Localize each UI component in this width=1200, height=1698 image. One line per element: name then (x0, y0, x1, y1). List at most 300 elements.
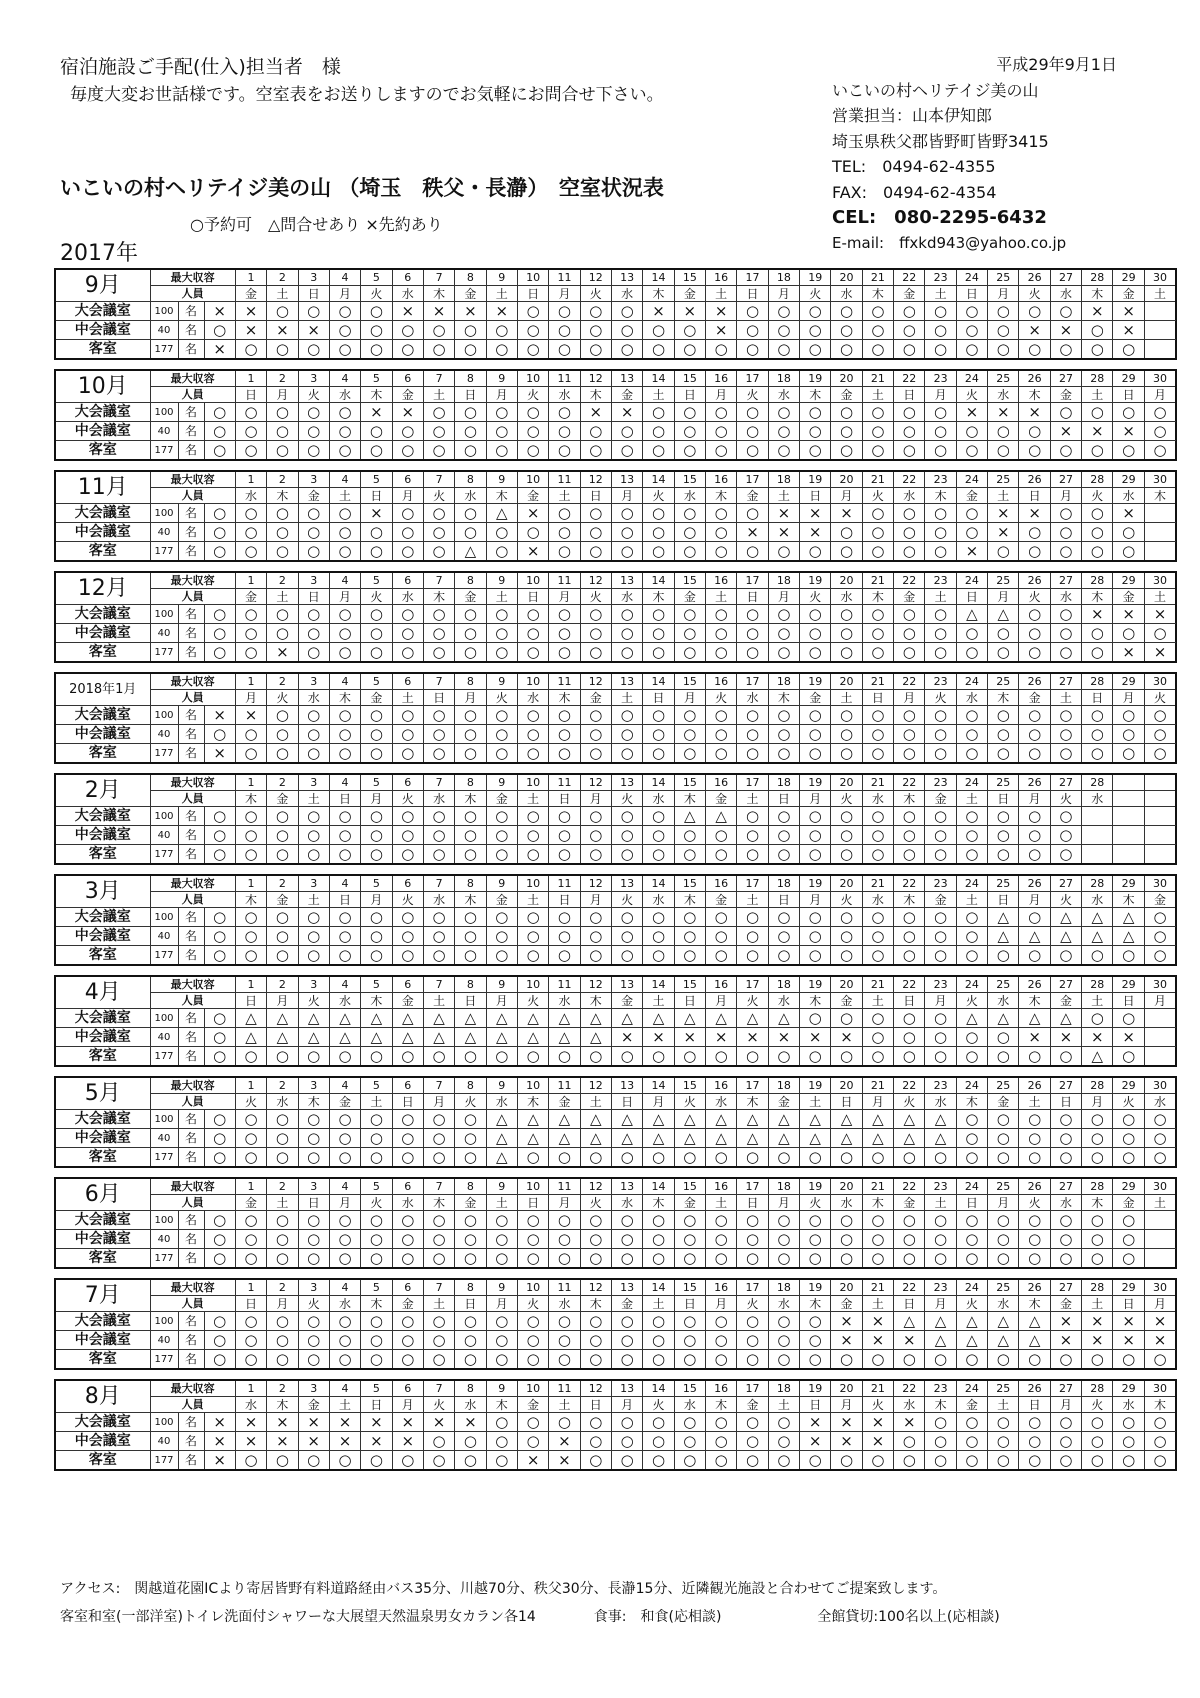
availability-cell[interactable]: ○ (1019, 624, 1050, 643)
availability-cell[interactable]: ○ (611, 504, 642, 523)
availability-cell[interactable]: × (831, 1028, 862, 1047)
availability-cell[interactable]: ○ (925, 1028, 956, 1047)
availability-cell[interactable]: ○ (674, 946, 705, 966)
availability-cell[interactable]: ○ (580, 1331, 611, 1350)
availability-cell[interactable]: ○ (235, 946, 266, 966)
availability-cell[interactable]: ○ (361, 1350, 392, 1370)
availability-cell[interactable]: ○ (329, 643, 360, 663)
availability-cell[interactable]: ○ (1144, 946, 1175, 966)
availability-cell[interactable]: ○ (643, 1230, 674, 1249)
availability-cell[interactable]: × (894, 1413, 925, 1432)
availability-cell[interactable]: ○ (361, 1451, 392, 1471)
availability-cell[interactable]: ○ (298, 1312, 329, 1331)
availability-cell[interactable]: × (706, 1028, 737, 1047)
availability-cell[interactable]: ○ (235, 807, 266, 826)
availability-cell[interactable]: ○ (956, 845, 987, 865)
availability-cell[interactable]: ○ (1144, 1350, 1175, 1370)
availability-cell[interactable]: ○ (580, 826, 611, 845)
availability-cell[interactable]: ○ (800, 624, 831, 643)
availability-cell[interactable]: ○ (267, 706, 298, 725)
availability-cell[interactable]: ○ (925, 340, 956, 360)
availability-cell[interactable]: △ (800, 1110, 831, 1129)
availability-cell[interactable]: △ (455, 1009, 486, 1028)
availability-cell[interactable]: ○ (517, 706, 548, 725)
availability-cell[interactable]: ○ (831, 1047, 862, 1067)
availability-cell[interactable]: ○ (329, 908, 360, 927)
availability-cell[interactable]: ○ (298, 1350, 329, 1370)
availability-cell[interactable]: ○ (643, 1047, 674, 1067)
availability-cell[interactable]: × (1082, 422, 1113, 441)
availability-cell[interactable]: ○ (1019, 542, 1050, 562)
availability-cell[interactable]: ○ (894, 1148, 925, 1168)
availability-cell[interactable]: △ (988, 1009, 1019, 1028)
availability-cell[interactable]: ○ (768, 725, 799, 744)
availability-cell[interactable]: ○ (831, 1451, 862, 1471)
availability-cell[interactable]: ○ (1019, 605, 1050, 624)
availability-cell[interactable]: × (329, 1432, 360, 1451)
availability-cell[interactable]: ○ (580, 744, 611, 764)
availability-cell[interactable]: ○ (455, 706, 486, 725)
availability-cell[interactable]: ○ (1019, 643, 1050, 663)
availability-cell[interactable]: ○ (455, 1230, 486, 1249)
availability-cell[interactable]: ○ (988, 807, 1019, 826)
availability-cell[interactable]: ○ (298, 523, 329, 542)
availability-cell[interactable]: ○ (580, 1350, 611, 1370)
availability-cell[interactable]: × (862, 1432, 893, 1451)
availability-cell[interactable]: ○ (956, 744, 987, 764)
availability-cell[interactable]: ○ (737, 908, 768, 927)
availability-cell[interactable]: ○ (706, 1350, 737, 1370)
availability-cell[interactable]: ○ (361, 302, 392, 321)
availability-cell[interactable]: × (988, 403, 1019, 422)
availability-cell[interactable]: ○ (361, 946, 392, 966)
availability-cell[interactable]: ○ (517, 321, 548, 340)
availability-cell[interactable]: ○ (894, 807, 925, 826)
availability-cell[interactable]: ○ (329, 422, 360, 441)
availability-cell[interactable]: △ (486, 504, 517, 523)
availability-cell[interactable]: ○ (988, 1028, 1019, 1047)
availability-cell[interactable]: ○ (611, 1350, 642, 1370)
availability-cell[interactable]: ○ (1113, 744, 1144, 764)
availability-cell[interactable]: ○ (894, 504, 925, 523)
availability-cell[interactable]: ○ (298, 744, 329, 764)
availability-cell[interactable]: ○ (737, 1350, 768, 1370)
availability-cell[interactable]: ○ (235, 1230, 266, 1249)
availability-cell[interactable]: ○ (361, 826, 392, 845)
availability-cell[interactable]: ○ (549, 1148, 580, 1168)
availability-cell[interactable]: ○ (329, 302, 360, 321)
availability-cell[interactable]: ○ (517, 302, 548, 321)
availability-cell[interactable]: ○ (768, 624, 799, 643)
availability-cell[interactable]: ○ (894, 1047, 925, 1067)
availability-cell[interactable]: ○ (486, 403, 517, 422)
availability-cell[interactable]: × (392, 1432, 423, 1451)
availability-cell[interactable]: ○ (486, 1047, 517, 1067)
availability-cell[interactable]: ○ (706, 744, 737, 764)
availability-cell[interactable]: ○ (267, 927, 298, 946)
availability-cell[interactable]: ○ (580, 1047, 611, 1067)
availability-cell[interactable]: ○ (1019, 1230, 1050, 1249)
availability-cell[interactable]: ○ (298, 1331, 329, 1350)
availability-cell[interactable]: △ (925, 1110, 956, 1129)
availability-cell[interactable]: △ (611, 1009, 642, 1028)
availability-cell[interactable]: × (831, 1432, 862, 1451)
availability-cell[interactable]: ○ (549, 1331, 580, 1350)
availability-cell[interactable]: ○ (423, 1432, 454, 1451)
availability-cell[interactable]: ○ (643, 845, 674, 865)
availability-cell[interactable]: ○ (423, 927, 454, 946)
availability-cell[interactable]: ○ (423, 504, 454, 523)
availability-cell[interactable]: ○ (455, 1211, 486, 1230)
availability-cell[interactable]: ○ (862, 1350, 893, 1370)
availability-cell[interactable]: △ (1019, 1331, 1050, 1350)
availability-cell[interactable]: ○ (800, 1331, 831, 1350)
availability-cell[interactable]: ○ (455, 403, 486, 422)
availability-cell[interactable]: ○ (956, 1110, 987, 1129)
availability-cell[interactable]: ○ (517, 1047, 548, 1067)
availability-cell[interactable]: ○ (580, 946, 611, 966)
availability-cell[interactable]: ○ (204, 1249, 235, 1269)
availability-cell[interactable]: ○ (1019, 1350, 1050, 1370)
availability-cell[interactable]: ○ (1144, 422, 1175, 441)
availability-cell[interactable]: △ (894, 1129, 925, 1148)
availability-cell[interactable]: ○ (643, 321, 674, 340)
availability-cell[interactable]: ○ (392, 946, 423, 966)
availability-cell[interactable]: ○ (486, 523, 517, 542)
availability-cell[interactable]: × (1050, 321, 1081, 340)
availability-cell[interactable]: ○ (894, 1451, 925, 1471)
availability-cell[interactable]: ○ (674, 504, 705, 523)
availability-cell[interactable]: ○ (392, 1312, 423, 1331)
availability-cell[interactable]: ○ (549, 1047, 580, 1067)
availability-cell[interactable]: △ (831, 1110, 862, 1129)
availability-cell[interactable]: ○ (643, 927, 674, 946)
availability-cell[interactable]: × (204, 340, 235, 360)
availability-cell[interactable]: △ (988, 605, 1019, 624)
availability-cell[interactable]: ○ (768, 605, 799, 624)
availability-cell[interactable]: ○ (768, 1211, 799, 1230)
availability-cell[interactable]: × (674, 1028, 705, 1047)
availability-cell[interactable]: ○ (517, 340, 548, 360)
availability-cell[interactable]: ○ (204, 1009, 235, 1028)
availability-cell[interactable]: ○ (956, 927, 987, 946)
availability-cell[interactable]: ○ (768, 744, 799, 764)
availability-cell[interactable]: ○ (329, 946, 360, 966)
availability-cell[interactable]: ○ (1113, 1009, 1144, 1028)
availability-cell[interactable]: △ (392, 1009, 423, 1028)
availability-cell[interactable]: ○ (517, 441, 548, 461)
availability-cell[interactable]: ○ (267, 302, 298, 321)
availability-cell[interactable]: ○ (455, 1451, 486, 1471)
availability-cell[interactable]: ○ (235, 927, 266, 946)
availability-cell[interactable]: ○ (1019, 946, 1050, 966)
availability-cell[interactable]: ○ (988, 422, 1019, 441)
availability-cell[interactable]: △ (674, 1129, 705, 1148)
availability-cell[interactable]: ○ (392, 908, 423, 927)
availability-cell[interactable]: ○ (1050, 441, 1081, 461)
availability-cell[interactable]: ○ (1050, 340, 1081, 360)
availability-cell[interactable]: ○ (894, 542, 925, 562)
availability-cell[interactable]: ○ (1019, 826, 1050, 845)
availability-cell[interactable]: ○ (800, 1312, 831, 1331)
availability-cell[interactable]: ○ (1019, 744, 1050, 764)
availability-cell[interactable]: ○ (329, 845, 360, 865)
availability-cell[interactable]: ○ (329, 1230, 360, 1249)
availability-cell[interactable]: × (737, 523, 768, 542)
availability-cell[interactable]: ○ (800, 302, 831, 321)
availability-cell[interactable]: △ (611, 1129, 642, 1148)
availability-cell[interactable]: ○ (423, 826, 454, 845)
availability-cell[interactable]: △ (392, 1028, 423, 1047)
availability-cell[interactable]: × (1082, 1331, 1113, 1350)
availability-cell[interactable]: ○ (549, 1230, 580, 1249)
availability-cell[interactable]: × (235, 302, 266, 321)
availability-cell[interactable]: ○ (768, 1312, 799, 1331)
availability-cell[interactable]: × (1113, 422, 1144, 441)
availability-cell[interactable]: ○ (298, 422, 329, 441)
availability-cell[interactable]: ○ (737, 542, 768, 562)
availability-cell[interactable]: ○ (329, 1249, 360, 1269)
availability-cell[interactable]: ○ (1082, 1110, 1113, 1129)
availability-cell[interactable]: ○ (894, 1350, 925, 1370)
availability-cell[interactable]: ○ (925, 321, 956, 340)
availability-cell[interactable]: ○ (392, 441, 423, 461)
availability-cell[interactable]: ○ (674, 1230, 705, 1249)
availability-cell[interactable]: × (204, 1432, 235, 1451)
availability-cell[interactable]: ○ (1113, 1413, 1144, 1432)
availability-cell[interactable]: ○ (1082, 542, 1113, 562)
availability-cell[interactable]: △ (1082, 927, 1113, 946)
availability-cell[interactable]: ○ (1019, 1148, 1050, 1168)
availability-cell[interactable]: ○ (423, 1451, 454, 1471)
availability-cell[interactable]: ○ (1113, 542, 1144, 562)
availability-cell[interactable]: × (706, 302, 737, 321)
availability-cell[interactable]: ○ (862, 542, 893, 562)
availability-cell[interactable]: ○ (737, 624, 768, 643)
availability-cell[interactable]: ○ (894, 927, 925, 946)
availability-cell[interactable]: ○ (674, 624, 705, 643)
availability-cell[interactable]: ○ (580, 504, 611, 523)
availability-cell[interactable]: ○ (925, 1249, 956, 1269)
availability-cell[interactable]: × (517, 542, 548, 562)
availability-cell[interactable]: ○ (361, 523, 392, 542)
availability-cell[interactable]: ○ (455, 1129, 486, 1148)
availability-cell[interactable]: ○ (298, 624, 329, 643)
availability-cell[interactable]: ○ (706, 725, 737, 744)
availability-cell[interactable]: ○ (925, 605, 956, 624)
availability-cell[interactable]: ○ (706, 1413, 737, 1432)
availability-cell[interactable]: × (1113, 1028, 1144, 1047)
availability-cell[interactable]: ○ (267, 845, 298, 865)
availability-cell[interactable]: ○ (1082, 1413, 1113, 1432)
availability-cell[interactable]: ○ (298, 1148, 329, 1168)
availability-cell[interactable]: △ (956, 1009, 987, 1028)
availability-cell[interactable]: ○ (800, 946, 831, 966)
availability-cell[interactable]: ○ (1050, 725, 1081, 744)
availability-cell[interactable]: ○ (674, 706, 705, 725)
availability-cell[interactable]: ○ (831, 643, 862, 663)
availability-cell[interactable]: ○ (1082, 725, 1113, 744)
availability-cell[interactable]: ○ (956, 1129, 987, 1148)
availability-cell[interactable]: ○ (423, 321, 454, 340)
availability-cell[interactable]: ○ (768, 321, 799, 340)
availability-cell[interactable]: △ (361, 1009, 392, 1028)
availability-cell[interactable]: ○ (800, 1047, 831, 1067)
availability-cell[interactable]: ○ (580, 725, 611, 744)
availability-cell[interactable]: ○ (988, 643, 1019, 663)
availability-cell[interactable]: ○ (517, 1211, 548, 1230)
availability-cell[interactable]: ○ (988, 706, 1019, 725)
availability-cell[interactable]: ○ (455, 826, 486, 845)
availability-cell[interactable]: ○ (925, 725, 956, 744)
availability-cell[interactable]: ○ (956, 807, 987, 826)
availability-cell[interactable]: ○ (894, 1211, 925, 1230)
availability-cell[interactable]: ○ (455, 1350, 486, 1370)
availability-cell[interactable]: ○ (517, 605, 548, 624)
availability-cell[interactable]: ○ (768, 302, 799, 321)
availability-cell[interactable]: ○ (956, 826, 987, 845)
availability-cell[interactable]: △ (737, 1129, 768, 1148)
availability-cell[interactable]: ○ (643, 643, 674, 663)
availability-cell[interactable]: ○ (862, 927, 893, 946)
availability-cell[interactable]: △ (517, 1009, 548, 1028)
availability-cell[interactable]: ○ (800, 542, 831, 562)
availability-cell[interactable]: ○ (1144, 744, 1175, 764)
availability-cell[interactable]: ○ (549, 605, 580, 624)
availability-cell[interactable]: ○ (956, 1211, 987, 1230)
availability-cell[interactable]: ○ (298, 725, 329, 744)
availability-cell[interactable]: ○ (988, 441, 1019, 461)
availability-cell[interactable]: ○ (706, 1148, 737, 1168)
availability-cell[interactable]: ○ (706, 504, 737, 523)
availability-cell[interactable]: ○ (423, 744, 454, 764)
availability-cell[interactable]: ○ (956, 1249, 987, 1269)
availability-cell[interactable]: ○ (1050, 1230, 1081, 1249)
availability-cell[interactable]: × (1113, 504, 1144, 523)
availability-cell[interactable]: × (1019, 1028, 1050, 1047)
availability-cell[interactable]: ○ (643, 605, 674, 624)
availability-cell[interactable]: ○ (988, 1230, 1019, 1249)
availability-cell[interactable]: ○ (956, 706, 987, 725)
availability-cell[interactable]: ○ (925, 927, 956, 946)
availability-cell[interactable]: ○ (235, 1129, 266, 1148)
availability-cell[interactable]: ○ (956, 908, 987, 927)
availability-cell[interactable]: △ (1050, 1009, 1081, 1028)
availability-cell[interactable]: ○ (800, 403, 831, 422)
availability-cell[interactable]: × (1113, 1331, 1144, 1350)
availability-cell[interactable]: × (204, 744, 235, 764)
availability-cell[interactable]: ○ (925, 523, 956, 542)
availability-cell[interactable]: ○ (361, 1249, 392, 1269)
availability-cell[interactable]: ○ (267, 340, 298, 360)
availability-cell[interactable]: △ (455, 542, 486, 562)
availability-cell[interactable]: ○ (486, 542, 517, 562)
availability-cell[interactable]: ○ (267, 422, 298, 441)
availability-cell[interactable]: △ (486, 1129, 517, 1148)
availability-cell[interactable]: ○ (1019, 725, 1050, 744)
availability-cell[interactable]: ○ (361, 340, 392, 360)
availability-cell[interactable]: ○ (517, 1350, 548, 1370)
availability-cell[interactable]: ○ (737, 643, 768, 663)
availability-cell[interactable]: ○ (768, 706, 799, 725)
availability-cell[interactable]: △ (423, 1028, 454, 1047)
availability-cell[interactable]: ○ (549, 706, 580, 725)
availability-cell[interactable]: ○ (737, 706, 768, 725)
availability-cell[interactable]: ○ (204, 1350, 235, 1370)
availability-cell[interactable]: ○ (925, 807, 956, 826)
availability-cell[interactable]: × (455, 302, 486, 321)
availability-cell[interactable]: ○ (549, 422, 580, 441)
availability-cell[interactable]: × (862, 1413, 893, 1432)
availability-cell[interactable]: × (204, 1451, 235, 1471)
availability-cell[interactable]: × (361, 504, 392, 523)
availability-cell[interactable]: ○ (549, 807, 580, 826)
availability-cell[interactable]: ○ (298, 946, 329, 966)
availability-cell[interactable]: ○ (329, 1312, 360, 1331)
availability-cell[interactable]: × (1050, 1028, 1081, 1047)
availability-cell[interactable]: ○ (1082, 1350, 1113, 1370)
availability-cell[interactable]: ○ (486, 927, 517, 946)
availability-cell[interactable]: × (988, 504, 1019, 523)
availability-cell[interactable]: ○ (894, 908, 925, 927)
availability-cell[interactable]: ○ (768, 1230, 799, 1249)
availability-cell[interactable]: ○ (549, 927, 580, 946)
availability-cell[interactable]: ○ (298, 441, 329, 461)
availability-cell[interactable]: ○ (423, 1110, 454, 1129)
availability-cell[interactable]: ○ (894, 643, 925, 663)
availability-cell[interactable]: ○ (549, 523, 580, 542)
availability-cell[interactable]: ○ (862, 441, 893, 461)
availability-cell[interactable]: ○ (956, 422, 987, 441)
availability-cell[interactable]: ○ (925, 1451, 956, 1471)
availability-cell[interactable]: ○ (486, 321, 517, 340)
availability-cell[interactable]: ○ (862, 1249, 893, 1269)
availability-cell[interactable]: ○ (674, 1331, 705, 1350)
availability-cell[interactable]: ○ (611, 1413, 642, 1432)
availability-cell[interactable]: ○ (486, 706, 517, 725)
availability-cell[interactable]: ○ (455, 927, 486, 946)
availability-cell[interactable]: ○ (549, 845, 580, 865)
availability-cell[interactable]: ○ (831, 340, 862, 360)
availability-cell[interactable]: ○ (1113, 1451, 1144, 1471)
availability-cell[interactable]: ○ (455, 845, 486, 865)
availability-cell[interactable]: ○ (925, 542, 956, 562)
availability-cell[interactable]: × (831, 1331, 862, 1350)
availability-cell[interactable]: ○ (423, 1129, 454, 1148)
availability-cell[interactable]: ○ (1144, 725, 1175, 744)
availability-cell[interactable]: ○ (1050, 826, 1081, 845)
availability-cell[interactable]: ○ (580, 927, 611, 946)
availability-cell[interactable]: ○ (1050, 605, 1081, 624)
availability-cell[interactable]: ○ (831, 403, 862, 422)
availability-cell[interactable]: ○ (643, 1451, 674, 1471)
availability-cell[interactable]: ○ (517, 1432, 548, 1451)
availability-cell[interactable]: × (204, 302, 235, 321)
availability-cell[interactable]: ○ (1113, 340, 1144, 360)
availability-cell[interactable]: × (517, 1451, 548, 1471)
availability-cell[interactable]: ○ (956, 1413, 987, 1432)
availability-cell[interactable]: ○ (486, 1432, 517, 1451)
availability-cell[interactable]: △ (956, 1331, 987, 1350)
availability-cell[interactable]: ○ (267, 1331, 298, 1350)
availability-cell[interactable]: ○ (956, 321, 987, 340)
availability-cell[interactable]: ○ (204, 1028, 235, 1047)
availability-cell[interactable]: × (862, 1331, 893, 1350)
availability-cell[interactable]: ○ (925, 643, 956, 663)
availability-cell[interactable]: ○ (361, 1129, 392, 1148)
availability-cell[interactable]: ○ (423, 1211, 454, 1230)
availability-cell[interactable]: ○ (737, 302, 768, 321)
